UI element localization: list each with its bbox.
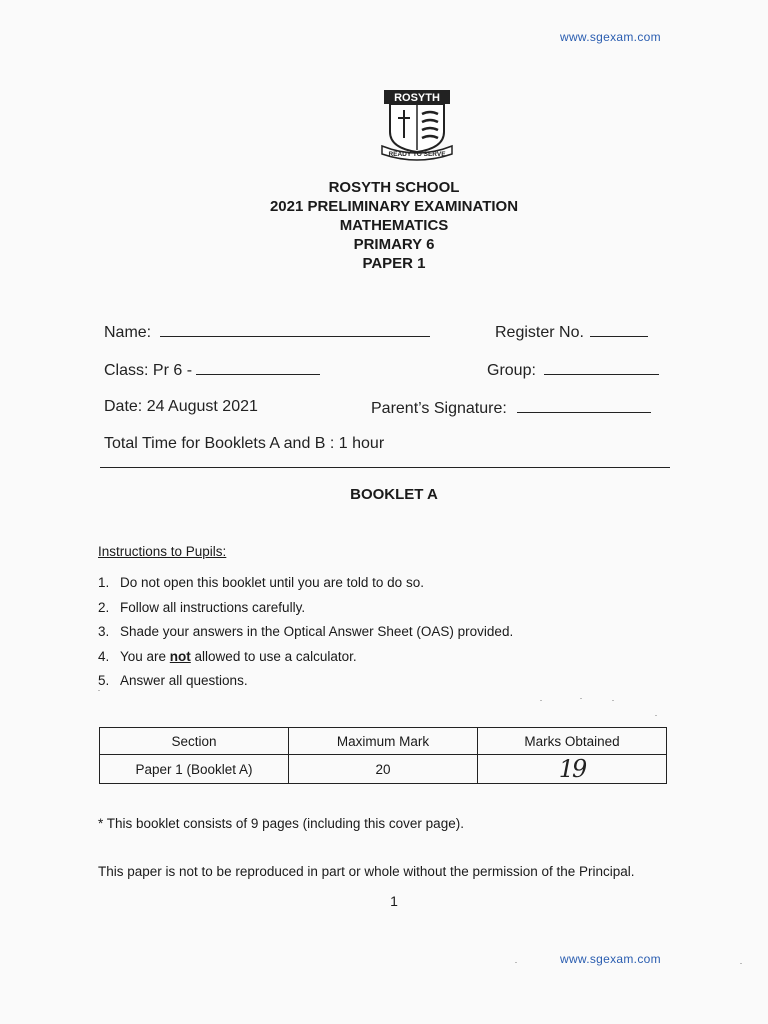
instruction-item: 1. Do not open this booklet until you are told to do so. <box>98 575 424 590</box>
table-row <box>100 755 667 784</box>
emphasis-not: not <box>169 648 191 664</box>
register-number-field[interactable] <box>495 322 648 342</box>
scan-speck <box>98 690 100 691</box>
name-label: Name: <box>104 324 152 341</box>
parent-signature-field[interactable] <box>371 398 651 418</box>
instruction-item: 5. Answer all questions. <box>98 673 248 688</box>
group-label: Group: <box>487 362 536 379</box>
parent-signature-blank[interactable] <box>517 398 651 413</box>
scan-speck <box>580 698 582 699</box>
group-field[interactable] <box>487 360 659 380</box>
register-number-label: Register No. <box>495 324 584 341</box>
crest-motto-text: READY TO SERVE <box>388 151 446 158</box>
instruction-item: 2. Follow all instructions carefully. <box>98 599 306 615</box>
cell-marks-obtained[interactable] <box>478 755 667 784</box>
name-field[interactable] <box>104 322 430 342</box>
class-blank[interactable] <box>196 360 320 375</box>
scan-speck <box>655 715 657 716</box>
instruction-item: 3. Shade your answers in the Optical Answer Sheet (OAS) provided. <box>98 624 514 639</box>
header-marks-obtained: Marks Obtained <box>478 728 667 755</box>
cell-section: Paper 1 (Booklet A) <box>100 755 289 784</box>
school-name: ROSYTH SCHOOL <box>328 179 460 196</box>
scan-speck <box>612 700 614 701</box>
crest-banner-text: ROSYTH <box>394 92 440 104</box>
instructions-heading: Instructions to Pupils: <box>98 544 227 559</box>
website-url-bottom[interactable]: www.sgexam.com <box>560 952 661 966</box>
total-time-text: Total Time for Booklets A and B : 1 hour <box>104 435 385 452</box>
copyright-note: This paper is not to be reproduced in part or whole without the permission of the Principal. <box>98 864 635 879</box>
register-number-blank[interactable] <box>590 322 648 337</box>
scan-speck <box>515 962 517 963</box>
booklet-title: BOOKLET A <box>350 486 438 503</box>
page-number: 1 <box>390 893 398 909</box>
scan-speck <box>740 963 742 964</box>
paper-name: PAPER 1 <box>362 255 426 272</box>
school-crest-logo <box>378 88 456 162</box>
instruction-item: 4. You are not allowed to use a calculator. <box>98 648 357 664</box>
header-maximum-mark: Maximum Mark <box>289 728 478 755</box>
subject-name: MATHEMATICS <box>339 217 449 234</box>
class-label: Class: Pr 6 - <box>104 362 193 379</box>
cell-maximum-mark: 20 <box>289 755 478 784</box>
parent-signature-label: Parent’s Signature: <box>371 400 507 417</box>
exam-name: 2021 PRELIMINARY EXAMINATION <box>269 198 519 215</box>
class-field[interactable] <box>104 360 320 380</box>
handwritten-score: 19 <box>558 755 586 783</box>
marks-table-header-row <box>100 728 667 755</box>
marks-table <box>99 727 667 784</box>
level-name: PRIMARY 6 <box>353 236 435 253</box>
date-text: Date: 24 August 2021 <box>104 398 258 415</box>
website-url-top[interactable]: www.sgexam.com <box>560 30 661 44</box>
group-blank[interactable] <box>544 360 659 375</box>
page-count-note: * This booklet consists of 9 pages (including this cover page). <box>98 816 464 831</box>
exam-title-block <box>0 178 768 273</box>
divider-line <box>100 467 670 468</box>
name-blank[interactable] <box>160 322 430 337</box>
scan-speck <box>540 700 542 701</box>
header-section: Section <box>100 728 289 755</box>
instructions-list <box>98 574 513 697</box>
